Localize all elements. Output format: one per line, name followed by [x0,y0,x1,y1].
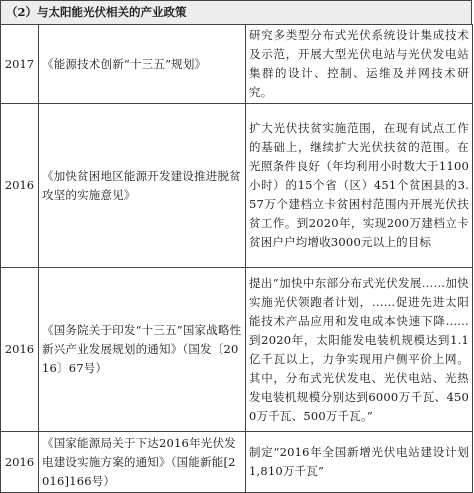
table-row [1,268,473,432]
table-row [1,104,473,268]
year-cell: 2017 [1,25,39,104]
section-title: （2）与太阳能光伏相关的产业政策 [0,0,472,24]
document-cell: 《加快贫困地区能源开发建设推进脱贫攻坚的实施意见》 [39,104,246,268]
content-cell: 研究多类型分布式光伏系统设计集成技术及示范，开展大型光伏电站与光伏发电站集群的设计、控制、运维及并网技术研究。 [246,25,473,104]
year-cell: 2016 [1,268,39,432]
year-cell: 2016 [1,104,39,268]
table-row [1,25,473,104]
table-row [1,432,473,493]
document-cell: 《国务院关于印发“十三五”国家战略性新兴产业发展规划的通知》（国发〔2016〕67号） [39,268,246,432]
content-cell: 制定“2016年全国新增光伏电站建设计划1,810万千瓦” [246,432,473,493]
content-cell: 提出“加快中东部分布式光伏发展……加快实施光伏领跑者计划，……促进先进太阳能技术产品应用和发电成本快速下降……到2020年，太阳能发电装机规模达到1.1亿千瓦以上，力争实现用户侧平价上网。其中，分布式光伏发电、光伏电站、光热发电装机规模分别达到6000万千瓦、4500万千瓦、500万千瓦。” [246,268,473,432]
year-cell: 2016 [1,432,39,493]
content-cell: 扩大光伏扶贫实施范围，在现有试点工作的基础上，继续扩大光伏扶贫的范围。在光照条件良好（年均利用小时数大于1100小时）的15个省（区）451个贫困县的3.57万个建档立卡贫困村范围内开展光伏扶贫工作。到2020年，实现200万建档立卡贫困户户均增收3000元以上的目标 [246,104,473,268]
policy-table [0,24,473,493]
document-cell: 《国家能源局关于下达2016年光伏发电建设实施方案的通知》（国能新能[2016]166号） [39,432,246,493]
document-cell: 《能源技术创新“十三五”规划》 [39,25,246,104]
